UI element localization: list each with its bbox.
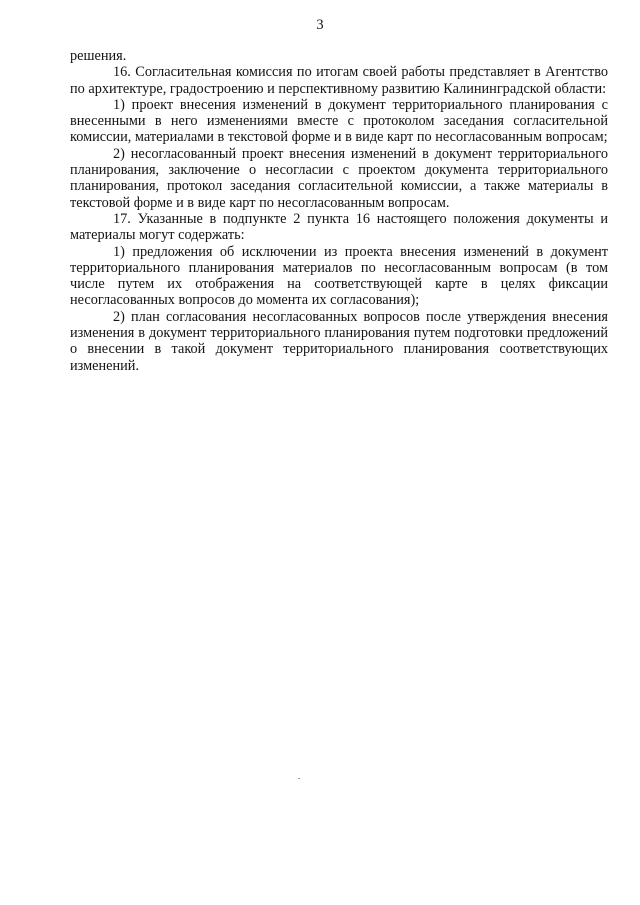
page-number: 3 (316, 17, 324, 33)
document-body (70, 48, 608, 374)
paragraph-item-17-2: 2) план согласования несогласованных вопросов после утверждения внесения изменения в документ территориального планирования путем подготовки предложений о внесении в такой документ территориального планирования соответствующих изменений. (70, 308, 608, 374)
paragraph-item-16-2: 2) несогласованный проект внесения изменений в документ территориального планирования, заключение о несогласии с проектом документа территориального планирования, протокол заседания согласительной комиссии, а также материалы в текстовой форме и в виде карт по несогласованным вопросам. (70, 145, 608, 211)
paragraph-item-16-1: 1) проект внесения изменений в документ территориального планирования с внесенными в него изменениями вместе с протоколом заседания согласительной комиссии, материалами в текстовой форме и в виде карт по несогласованным вопросам; (70, 96, 608, 146)
scan-speck (298, 778, 300, 779)
paragraph-item-17: 17. Указанные в подпункте 2 пункта 16 настоящего положения документы и материалы могут содержать: (70, 210, 608, 244)
paragraph-item-16: 16. Согласительная комиссия по итогам своей работы представляет в Агентство по архитектуре, градостроению и перспективному развитию Калининградской области: (70, 64, 608, 97)
paragraph-continuation: решения. (70, 48, 127, 64)
paragraph-item-17-1: 1) предложения об исключении из проекта внесения изменений в документ территориального планирования материалов по несогласованным вопросам (в том числе путем их отображения на соответствующей карте в целях фиксации несогласованных вопросов до момента их согласования); (70, 243, 608, 309)
